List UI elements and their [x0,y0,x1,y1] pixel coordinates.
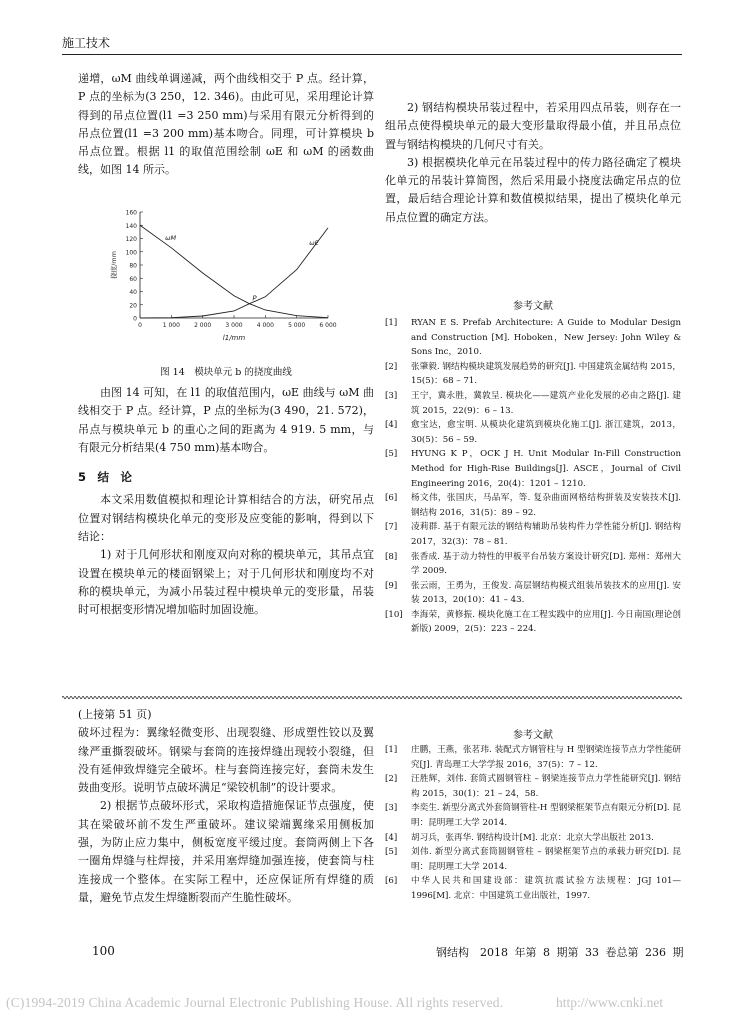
reference-number: [2] [385,361,398,372]
reference-text: 张肇毅. 钢结构模块建筑发展趋势的研究[J]. 中国建筑金属结构 2015，15(5)：68 – 71. [411,361,681,387]
reference-number: [1] [385,745,398,755]
y-axis-label: 挠度/mm [110,251,118,279]
body-paragraph: 1) 对于几何形状和刚度双向对称的模块单元，其吊点宜设置在模块单元的楼面钢梁上；对于几何形状和刚度均不对称的模块单元，为减小吊装过程中模块单元的变形量，吊装时可根据变形情况增加临时加固设施。 [78,548,374,617]
reference-number: [5] [385,847,398,858]
references-heading: 参考文献 [513,730,553,741]
figure-14 [78,200,374,380]
reference-text: 凌莉群. 基于有限元法的钢结构辅助吊装构件力学性能分析[J]. 钢结构 2017，32(3)：78 – 81. [411,522,681,547]
right-column-top [385,99,681,227]
reference-item [385,845,681,874]
reference-number: [3] [385,390,398,401]
header-rule [62,54,682,55]
reference-number: [4] [385,420,398,431]
left-column-mid [78,384,374,620]
references-heading: 参考文献 [513,301,553,312]
body-paragraph: 2) 钢结构模块吊装过程中，若采用四点吊装，则存在一组吊点使得模块单元的最大变形量取得最小值，并且吊点位置与钢结构模块的几何尺寸有关。 [385,101,681,151]
journal-info: 钢结构 2018 年第 8 期第 33 卷总第 236 期 [436,946,684,959]
series-label-m: ωM [165,233,177,242]
body-paragraph: 递增，ωM 曲线单调递减，两个曲线相交于 P 点。经计算，P 点的坐标为(3 250，12. 346)。由此可见，采用理论计算得到的吊点位置(l1 =3 250 mm)与采用有限元分析得到的吊点位置(l1 =3 200 mm)基本吻合。同理，可计算模块 b 吊点位置。根据 l1 的取值范围绘制 ωE 和 ωM 的函数曲线，如图 14 所示。 [78,72,374,177]
figure-caption: 图 14 模块单元 b 的挠度曲线 [160,367,292,378]
reference-text: 胡习兵，张再华. 钢结构设计[M]. 北京：北京大学出版社 2013. [411,832,654,843]
y-tick-label: 60 [129,275,137,283]
continued-note: (上接第 51 页) [78,708,152,721]
left-column-top [78,70,374,180]
reference-item [385,389,681,418]
reference-number: [8] [385,551,398,562]
reference-text: 刘伟. 新型分离式套筒圆钢管柱 – 钢梁框架节点的承载力研究[D]. 昆明：昆明理工大学 2014. [411,847,681,872]
reference-text: RYAN E S. Prefab Architecture: A Guide to Modular Design and Construction [M]. Hoboken，New Jersey: John Wiley & Sons Inc，2010. [411,318,681,358]
reference-item [385,550,681,579]
reference-text: 汪胜辉，刘伟. 套筒式圆钢管柱 – 钢梁连接节点力学性能研究[J]. 钢结构 2015，30(1)：21 – 24，58. [411,774,681,799]
x-tick-label: 4 000 [256,322,274,329]
conclusion-heading: 5 结 论 [78,470,133,485]
body-paragraph: 3) 根据模块化单元在吊装过程中的传力路径确定了模块化单元的吊装计算简图，然后采用最小挠度法确定吊点的位置，最后结合理论计算和数值模拟结果，提出了模块化单元吊点位置的确定方法。 [385,155,681,224]
reference-item [385,360,681,389]
y-tick-label: 80 [129,262,137,270]
y-tick-label: 100 [125,249,137,257]
reference-number: [3] [385,803,398,814]
wavy-divider [62,695,682,700]
reference-item [385,801,681,830]
x-axis-label: l1/mm [222,334,246,342]
reference-number: [2] [385,774,398,785]
reference-item [385,491,681,520]
reference-text: 王宁，冀永胜，冀敦呈. 模块化——建筑产业化发展的必由之路[J]. 建筑 2015，22(9)：6 – 13. [411,390,681,416]
reference-item [385,447,681,491]
reference-text: 李海荣，黄修振. 模块化施工在工程实践中的应用[J]. 今日南国(理论创新版) 2009，2(5)：223 – 224. [411,609,681,635]
x-tick-label: 3 000 [225,322,243,329]
x-tick-label: 1 000 [162,322,180,329]
reference-item [385,520,681,549]
reference-text: 张香成. 基于动力特性的甲板平台吊装方案设计研究[D]. 郑州：郑州大学 2009. [411,551,681,577]
deflection-chart [78,200,374,352]
continued-article [78,706,374,907]
x-tick-label: 6 000 [319,322,337,329]
reference-item [385,579,681,608]
reference-item [385,743,681,772]
y-tick-label: 160 [125,209,137,217]
y-tick-label: 40 [129,289,137,296]
body-paragraph: 由图 14 可知，在 l1 的取值范围内，ωE 曲线与 ωM 曲线相交于 P 点。经计算，P 点的坐标为(3 490，21. 572)，吊点与模块单元 b 的重心之间的距离为 4 919. 5 mm，与有限元分析结果(4 750 mm)基本吻合。 [78,386,374,454]
reference-number: [1] [385,318,398,328]
intersection-label: P [252,294,257,303]
x-tick-label: 2 000 [194,322,212,329]
reference-item [385,772,681,801]
reference-text: 庄鹏，王燕，张茗玮. 装配式方钢管柱与 H 型钢梁连接节点力学性能研究[J]. 青岛理工大学学报 2016，37(5)：7 – 12. [411,745,681,770]
page-number: 100 [92,944,115,958]
y-tick-label: 140 [125,222,137,230]
y-tick-label: 20 [129,302,137,310]
reference-text: 杨文伟，张国庆，马品军，等. 复杂曲面网格结构拼装及安装技术[J]. 钢结构 2016，31(5)：89 – 92. [411,493,681,518]
x-tick-label: 0 [138,322,142,329]
reference-text: 张云雨，王勇为，王俊发. 高层钢结构模式组装吊装技术的应用[J]. 安装 2013，20(10)：41 – 43. [411,580,681,606]
reference-item [385,608,681,637]
reference-number: [5] [385,449,398,460]
reference-number: [6] [385,493,398,504]
y-tick-label: 120 [125,236,137,243]
body-paragraph: 本文采用数值模拟和理论计算相结合的方法，研究吊点位置对钢结构模块化单元的变形及应变能的影响，得到以下结论： [78,493,374,544]
y-tick-label: 0 [133,315,137,323]
reference-number: [10] [385,609,403,620]
reference-number: [7] [385,522,398,533]
reference-text: 中华人民共和国建设部：建筑抗震试验方法规程：JGJ 101—1996[M]. 北京：中国建筑工业出版社，1997. [411,876,681,901]
reference-item [385,418,681,447]
website-link[interactable]: http://www.cnki.net [556,995,664,1010]
reference-item [385,831,681,846]
section-label: 施工技术 [62,36,111,50]
reference-text: 愈宝达，愈宝明. 从模块化建筑到模块化施工[J]. 浙江建筑，2013，30(5)：56 – 59. [411,420,681,445]
reference-number: [4] [385,832,398,843]
reference-text: 李奕生. 新型分离式外套筒钢管柱-H 型钢梁框架节点有限元分析[D]. 昆明：昆明理工大学 2014. [411,803,681,828]
reference-item [385,874,681,903]
reference-item [385,316,681,360]
copyright-notice: (C)1994-2019 China Academic Journal Electronic Publishing House. All rights reserved. [6,995,504,1010]
series-label-e: ωE [309,239,319,248]
reference-number: [6] [385,876,398,887]
reference-number: [9] [385,580,398,591]
reference-list [385,316,681,637]
reference-list [385,743,681,904]
body-paragraph: 破坏过程为：翼缘轻微变形、出现裂缝、形成塑性铰以及翼缘严重撕裂破坏。钢梁与套筒的连接焊缝出现较小裂缝，但没有延伸致焊缝完全破坏。柱与套筒连接完好，套筒未发生鼓曲变形。说明节点破坏满足“梁铰机制”的设计要求。 [78,726,374,795]
reference-text: HYUNG K P，OCK J H. Unit Modular In-Fill Construction Method for High-Rise Buildings[J]. ASCE，Journal of Civil Engineering 2016，20(4)：1201 – 1210. [411,449,681,489]
x-tick-label: 5 000 [288,322,306,329]
body-paragraph: 2) 根据节点破坏形式，采取构造措施保证节点强度，使其在梁破坏前不发生严重破坏。建议梁端翼缘采用侧板加强，为防止应力集中，侧板宽度平缓过度。套筒两侧上下各一圈角焊缝与柱焊接，并采用塞焊缝加强连接，使套筒与柱连接成一个整体。在实际工程中，还应保证所有焊缝的质量，避免节点发生焊缝断裂而产生脆性破坏。 [78,799,374,904]
